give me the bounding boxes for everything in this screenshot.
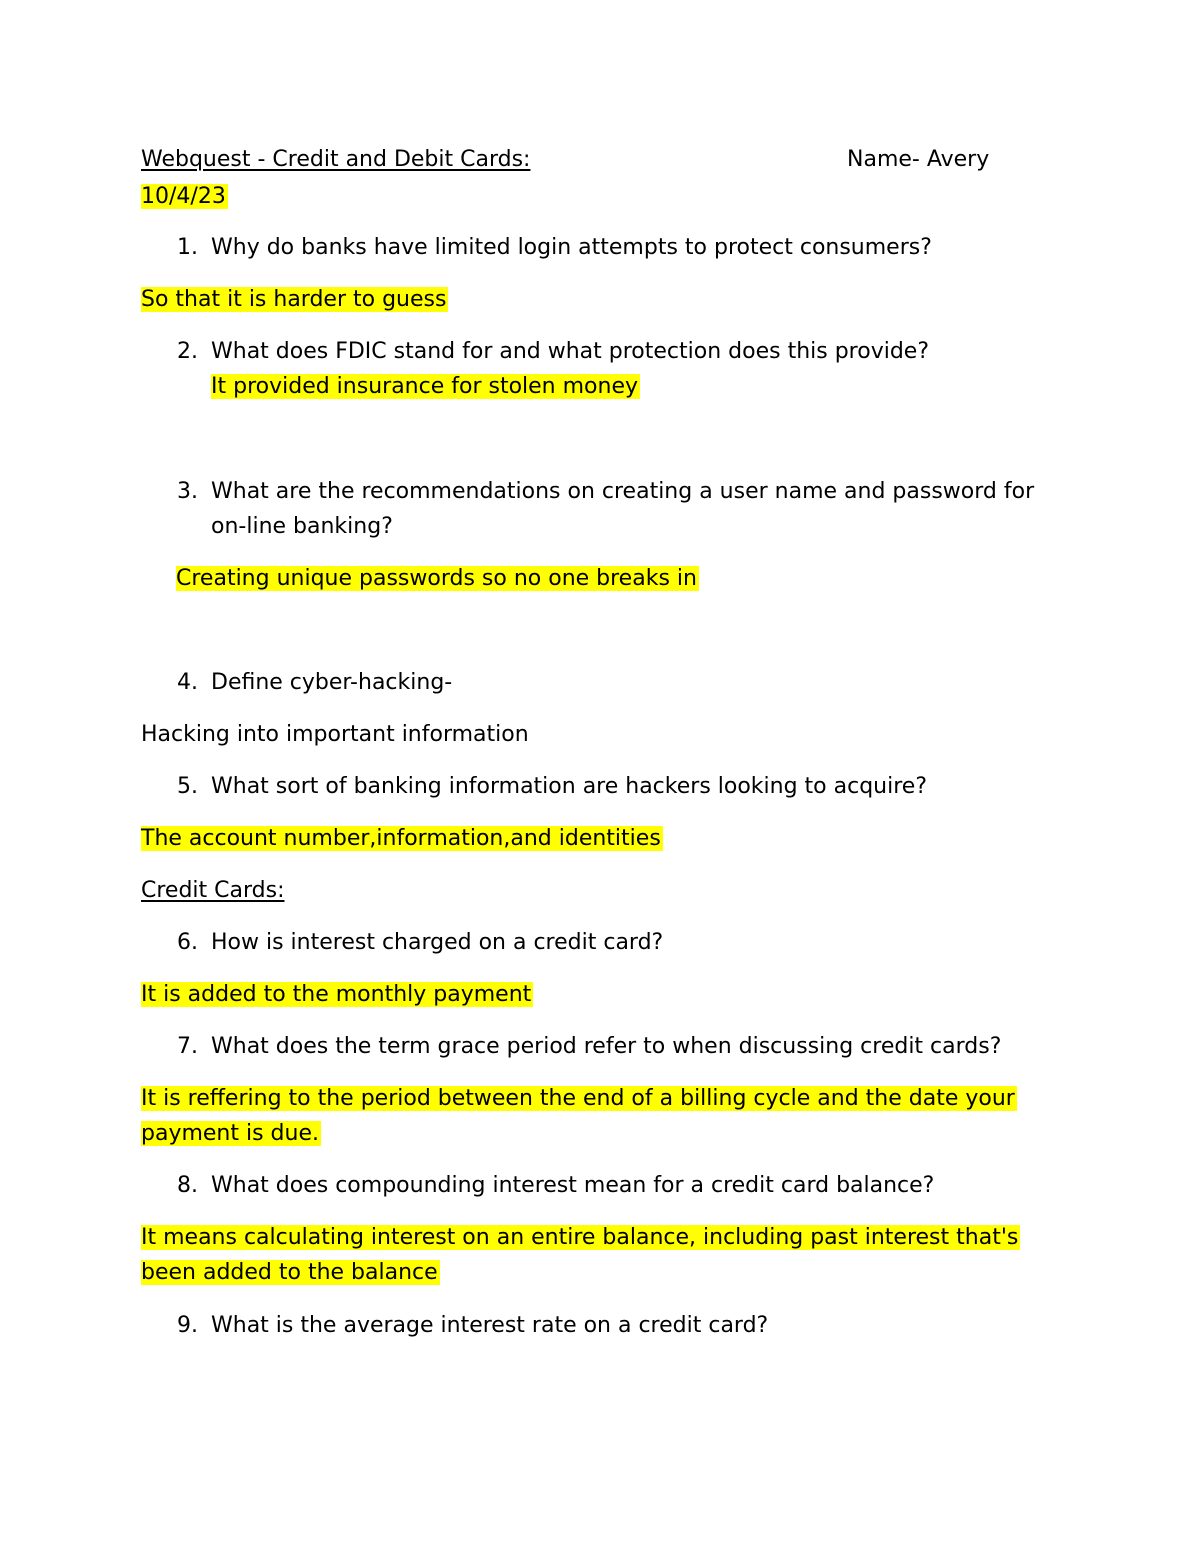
answer-8-line-2 xyxy=(141,1258,440,1288)
document-title: Webquest - Credit and Debit Cards: xyxy=(141,147,531,172)
question-number: 4. xyxy=(177,670,198,695)
question-text: What are the recommendations on creating a user name and password for xyxy=(211,479,1035,504)
answer-1: So that it is harder to guess xyxy=(141,287,447,312)
question-5 xyxy=(0,772,1200,802)
question-number: 6. xyxy=(177,930,198,955)
answer-7-line-2 xyxy=(141,1119,321,1149)
question-text: How is interest charged on a credit card? xyxy=(211,930,664,955)
answer-2: It provided insurance for stolen money xyxy=(211,374,639,399)
answer-7-part-1: It is reffering to the period between the end of a billing cycle and the date your xyxy=(141,1086,1015,1111)
question-3 xyxy=(0,477,1200,507)
question-9 xyxy=(0,1311,1200,1341)
question-text: Define cyber-hacking- xyxy=(211,670,453,695)
question-number: 1. xyxy=(177,235,198,260)
question-text: What does the term grace period refer to when discussing credit cards? xyxy=(211,1034,1002,1059)
question-number: 2. xyxy=(177,339,198,364)
date-line xyxy=(141,182,228,212)
question-number: 5. xyxy=(177,774,198,799)
question-number: 3. xyxy=(177,479,198,504)
question-text: What is the average interest rate on a credit card? xyxy=(211,1313,769,1338)
question-text: What does compounding interest mean for a credit card balance? xyxy=(211,1173,935,1198)
answer-8-part-2: been added to the balance xyxy=(141,1260,438,1285)
question-text: What does FDIC stand for and what protection does this provide? xyxy=(211,339,930,364)
question-number: 8. xyxy=(177,1173,198,1198)
answer-2-line xyxy=(211,372,640,402)
question-6 xyxy=(0,928,1200,958)
question-text: What sort of banking information are hackers looking to acquire? xyxy=(211,774,928,799)
answer-3-line xyxy=(176,564,699,594)
question-1 xyxy=(0,233,1200,263)
answer-7-line-1 xyxy=(141,1084,1017,1114)
answer-6: It is added to the monthly payment xyxy=(141,982,532,1007)
answer-8-part-1: It means calculating interest on an entire balance, including past interest that's xyxy=(141,1225,1019,1250)
answer-7-part-2: payment is due. xyxy=(141,1121,319,1146)
date: 10/4/23 xyxy=(141,184,226,209)
question-4 xyxy=(0,668,1200,698)
question-number: 7. xyxy=(177,1034,198,1059)
question-number: 9. xyxy=(177,1313,198,1338)
answer-4: Hacking into important information xyxy=(141,722,529,747)
answer-5: The account number,information,and identities xyxy=(141,826,661,851)
question-2 xyxy=(0,337,1200,367)
question-7 xyxy=(0,1032,1200,1062)
question-text: Why do banks have limited login attempts to protect consumers? xyxy=(211,235,932,260)
answer-6-line xyxy=(141,980,533,1010)
answer-8-line-1 xyxy=(141,1223,1020,1253)
section-heading-credit-cards: Credit Cards: xyxy=(141,878,285,903)
student-name: Name- Avery xyxy=(847,147,990,172)
question-8 xyxy=(0,1171,1200,1201)
answer-3: Creating unique passwords so no one breaks in xyxy=(176,566,697,591)
answer-1-line xyxy=(141,285,448,315)
answer-5-line xyxy=(141,824,663,854)
question-3-continued: on-line banking? xyxy=(211,514,393,539)
